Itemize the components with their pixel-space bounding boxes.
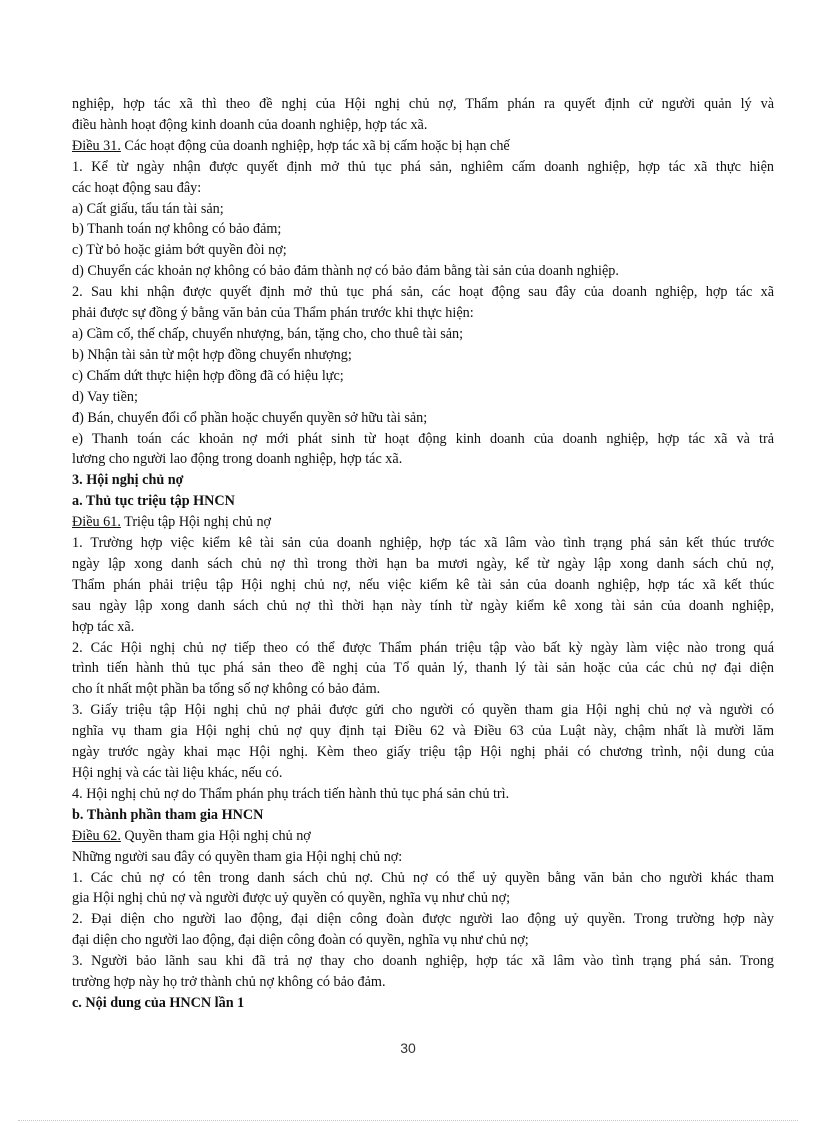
line-text: a) Cầm cố, thế chấp, chuyển nhượng, bán, tặng cho, cho thuê tài sản; <box>72 325 464 342</box>
line-text: c) Từ bỏ hoặc giảm bớt quyền đòi nợ; <box>72 242 287 259</box>
line-text: Những người sau đây có quyền tham gia Hội nghị chủ nợ: <box>72 848 403 865</box>
line-text: d) Chuyển các khoản nợ không có bảo đảm thành nợ có bảo đảm bằng tài sản của doanh nghiệp. <box>72 263 619 280</box>
line-text: 1. Các chủ nợ có tên trong danh sách chủ nợ. Chủ nợ có thể uỷ quyền bằng văn bản cho người khác tham <box>72 869 774 886</box>
text-line <box>72 554 774 575</box>
text-line <box>72 784 774 805</box>
line-text: hợp tác xã. <box>72 618 135 635</box>
text-line <box>72 366 774 387</box>
text-line <box>72 345 774 366</box>
line-text: gia Hội nghị chủ nợ và người được uỷ quyền có quyền, nghĩa vụ như chủ nợ; <box>72 890 511 907</box>
line-text: sau ngày lập xong danh sách chủ nợ thì thời hạn này tính từ ngày kiểm kê xong tài sản của doanh nghiệp, <box>72 597 774 614</box>
article-heading <box>72 136 774 157</box>
line-text: a. Thủ tục triệu tập HNCN <box>72 493 235 510</box>
text-line <box>72 679 774 700</box>
line-text: 3. Giấy triệu tập Hội nghị chủ nợ phải được gửi cho người có quyền tham gia Hội nghị chủ nợ và người có <box>72 702 774 719</box>
text-line <box>72 742 774 763</box>
text-line <box>72 240 774 261</box>
line-text: b) Thanh toán nợ không có bảo đảm; <box>72 221 282 238</box>
section-heading <box>72 805 774 826</box>
text-line <box>72 888 774 909</box>
line-text: 1. Kể từ ngày nhận được quyết định mở thủ tục phá sản, nghiêm cấm doanh nghiệp, hợp tác xã thực hiện <box>72 158 774 175</box>
line-text: Quyền tham gia Hội nghị chủ nợ <box>120 827 311 844</box>
line-text: c. Nội dung của HNCN lần 1 <box>72 994 245 1011</box>
text-line <box>72 533 774 554</box>
line-text: 2. Đại diện cho người lao động, đại diện công đoàn được người lao động uỷ quyền. Trong trường hợp này <box>72 911 774 928</box>
section-heading <box>72 470 774 491</box>
article-number: Điều 31. <box>72 137 121 154</box>
text-line <box>72 617 774 638</box>
line-text: a) Cất giấu, tẩu tán tài sản; <box>72 200 224 217</box>
text-line <box>72 972 774 993</box>
line-text: các hoạt động sau đây: <box>72 179 202 196</box>
line-text: cho ít nhất một phần ba tổng số nợ không có bảo đảm. <box>72 681 381 698</box>
section-heading <box>72 993 774 1014</box>
line-text: d) Vay tiền; <box>72 388 138 405</box>
article-heading <box>72 512 774 533</box>
line-text: phải được sự đồng ý bằng văn bản của Thẩm phán trước khi thực hiện: <box>72 305 474 322</box>
document-body <box>72 94 774 1014</box>
article-heading <box>72 826 774 847</box>
line-text: b) Nhận tài sản từ một hợp đồng chuyển nhượng; <box>72 346 352 363</box>
text-line <box>72 575 774 596</box>
line-text: Thẩm phán phải triệu tập Hội nghị chủ nợ, nếu việc kiểm kê tài sản của doanh nghiệp, hợp tác xã kết thúc <box>72 576 774 593</box>
text-line <box>72 847 774 868</box>
text-line <box>72 909 774 930</box>
line-text: e) Thanh toán các khoản nợ mới phát sinh từ hoạt động kinh doanh của doanh nghiệp, hợp tác xã và trả <box>72 430 774 447</box>
line-text: nghĩa vụ tham gia Hội nghị chủ nợ quy định tại Điều 62 và Điều 63 của Luật này, chậm nhất là mười lăm <box>72 723 774 740</box>
text-line <box>72 199 774 220</box>
line-text: Hội nghị và các tài liệu khác, nếu có. <box>72 765 283 781</box>
text-line <box>72 930 774 951</box>
line-text: b. Thành phần tham gia HNCN <box>72 806 264 823</box>
line-text: 3. Người bảo lãnh sau khi đã trả nợ thay cho doanh nghiệp, hợp tác xã lâm vào tình trạng phá sản. Trong <box>72 953 774 970</box>
article-number: Điều 61. <box>72 514 121 531</box>
line-text: 2. Các Hội nghị chủ nợ tiếp theo có thể được Thẩm phán triệu tập vào bất kỳ ngày làm việc nào trong quá <box>72 639 774 656</box>
text-line <box>72 951 774 972</box>
section-heading <box>72 491 774 512</box>
line-text: ngày trước ngày khai mạc Hội nghị. Kèm theo giấy triệu tập Hội nghị phải có chương trình, nội dung của <box>72 744 774 761</box>
line-text: 4. Hội nghị chủ nợ do Thẩm phán phụ trách tiến hành thủ tục phá sản chủ trì. <box>72 785 510 802</box>
text-line <box>72 282 774 303</box>
text-line <box>72 868 774 889</box>
text-line <box>72 408 774 429</box>
line-text: đại diện cho người lao động, đại diện công đoàn có quyền, nghĩa vụ như chủ nợ; <box>72 932 529 949</box>
text-line <box>72 324 774 345</box>
text-line <box>72 596 774 617</box>
text-line <box>72 94 774 115</box>
text-line <box>72 429 774 450</box>
line-text: c) Chấm dứt thực hiện hợp đồng đã có hiệu lực; <box>72 367 344 384</box>
line-text: 2. Sau khi nhận được quyết định mở thủ tục phá sản, các hoạt động sau đây của doanh nghiệp, hợp tác xã <box>72 284 774 301</box>
line-text: 1. Trường hợp việc kiểm kê tài sản của doanh nghiệp, hợp tác xã lâm vào tình trạng phá sản kết thúc trước <box>72 535 774 552</box>
line-text: nghiệp, hợp tác xã thì theo đề nghị của Hội nghị chủ nợ, Thẩm phán ra quyết định cử người quản lý và <box>72 96 774 112</box>
line-text: trình tiến hành thủ tục phá sản theo đề nghị của Tổ quản lý, thanh lý tài sản hoặc của các chủ nợ đại diện <box>72 660 774 677</box>
page-bottom-divider <box>18 1120 798 1121</box>
text-line <box>72 387 774 408</box>
text-line <box>72 638 774 659</box>
line-text: Các hoạt động của doanh nghiệp, hợp tác xã bị cấm hoặc bị hạn chế <box>120 137 510 154</box>
text-line <box>72 303 774 324</box>
text-line <box>72 449 774 470</box>
line-text: Triệu tập Hội nghị chủ nợ <box>120 514 272 531</box>
line-text: đ) Bán, chuyển đổi cổ phần hoặc chuyển quyền sở hữu tài sản; <box>72 409 428 426</box>
line-text: ngày lập xong danh sách chủ nợ thì trong thời hạn ba mươi ngày, kể từ ngày lập xong danh sách chủ nợ, <box>72 555 774 572</box>
line-text: lương cho người lao động trong doanh nghiệp, hợp tác xã. <box>72 451 403 468</box>
line-text: điều hành hoạt động kinh doanh của doanh nghiệp, hợp tác xã. <box>72 116 428 133</box>
page-number: 30 <box>400 1040 416 1056</box>
text-line <box>72 178 774 199</box>
article-number: Điều 62. <box>72 827 121 844</box>
line-text: trường hợp này họ trở thành chủ nợ không có bảo đảm. <box>72 974 386 991</box>
line-text: 3. Hội nghị chủ nợ <box>72 472 184 489</box>
text-line <box>72 219 774 240</box>
text-line <box>72 763 774 784</box>
text-line <box>72 721 774 742</box>
text-line <box>72 261 774 282</box>
text-line <box>72 700 774 721</box>
text-line <box>72 157 774 178</box>
text-line <box>72 658 774 679</box>
text-line <box>72 115 774 136</box>
